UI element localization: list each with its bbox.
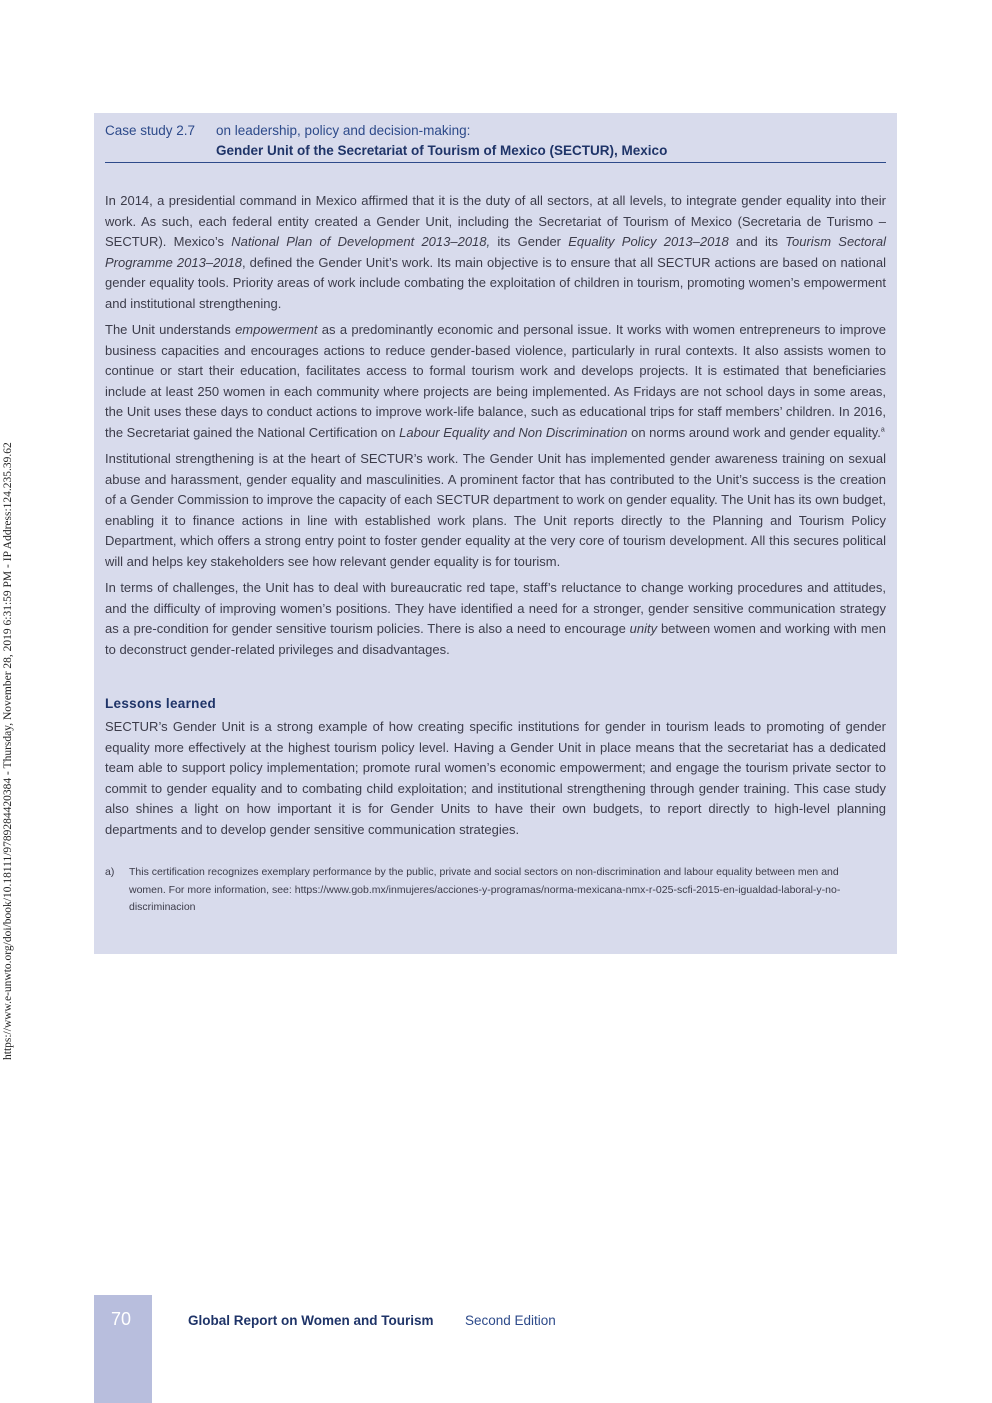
paragraph-challenges: [105, 578, 886, 660]
case-study-title: Gender Unit of the Secretariat of Tourism of Mexico (SECTUR), Mexico: [216, 143, 668, 158]
footnote-text: This certification recognizes exemplary performance by the public, private and social sectors on non-discrimination and labour equality between men and women. For more information, see: https://www.gob.mx/inmujeres/acciones-y-programas/norma-mexicana-nmx-r-025-scfi-2015-en-igualdad-laboral-y-no-discriminacion: [129, 866, 841, 913]
text-run-italic: Labour Equality and Non Discrimination: [399, 424, 628, 440]
text-run-italic: Equality Policy 2013–2018: [568, 234, 729, 249]
text-run: In terms of challenges, the Unit has to deal with bureaucratic red tape, staff’s reluctance to change working procedures and attitudes, and the difficulty of improving women’s positions. They have identified a need for a stronger, gender sensitive communication strategy as a pre-condition for gender sensitive tourism policies. There is also a need to encourage: [105, 580, 886, 636]
paragraph-institutional: Institutional strengthening is at the heart of SECTUR’s work. The Gender Unit has implemented gender awareness training on sexual abuse and harassment, gender equality and masculinities. A prominent factor that has contributed to the Unit’s success is the creation of a Gender Commission to improve the capacity of each SECTUR department to work on gender equality. The Unit has its own budget, enabling it to finance actions in line with established work plans. The Unit reports directly to the Planning and Tourism Policy Department, which offers a strong entry point to foster gender equality at the very core of tourism development. All this secures political will and helps key stakeholders see how relevant gender equality is for tourism.: [105, 451, 886, 569]
lessons-heading: Lessons learned: [105, 696, 217, 711]
text-run: In 2014, a presidential command in Mexico affirmed that it is the duty of all sectors, at all levels, to integrate gender equality into their work. As such, each federal entity created a Gender Unit, including the Secretariat of Tourism of Mexico (Secretaria de Turismo – SECTUR). Mexico’s: [105, 193, 886, 249]
text-run: between women and working with men to deconstruct gender-related privileges and disadvantages.: [105, 621, 887, 657]
footer-edition: Second Edition: [465, 1313, 556, 1328]
paragraph-empowerment: [105, 320, 886, 443]
case-study-body: [105, 191, 886, 660]
text-run: its Gender: [490, 234, 569, 249]
text-run-italic: unity: [629, 621, 658, 636]
footer-report-title: Global Report on Women and Tourism: [188, 1313, 434, 1328]
text-run: as a predominantly economic and personal issue. It works with women entrepreneurs to improve business capacities and encourages actions to reduce gender-based violence, particularly in rural contexts. It also assists women to continue or start their education, facilitates access to formal tourism work and develops projects. It is estimated that beneficiaries include at least 250 women in each community where projects are being implemented. As Fridays are not school days in some areas, the Unit uses these days to conduct actions to improve work-life balance, such as educational trips for staff members’ children. In 2016, the Secretariat gained the National Certification on: [105, 322, 886, 440]
title-divider: [105, 162, 886, 163]
footnote-mark: a): [105, 866, 115, 878]
lessons-paragraph: SECTUR’s Gender Unit is a strong example of how creating specific institutions for gender in tourism leads to promoting of gender equality more effectively at the highest tourism policy level. Having a Gender Unit in place means that the secretariat has a dedicated team able to support policy implementation; promote rural women’s economic empowerment; and engage the tourism private sector to commit to gender equality and to combating child exploitation; and institutional strengthening through gender training. This case study also shines a light on how important it is for Gender Units to have their own budgets, to report directly to high-level planning departments and to develop gender sensitive communication strategies.: [105, 719, 886, 837]
download-stamp: https://www.e-unwto.org/doi/book/10.18111/9789284420384 - Thursday, November 28, 2019 6:31:59 PM - IP Address:124.235.39.62: [2, 442, 14, 1060]
text-run-italic: National Plan of Development 2013–2018,: [231, 234, 491, 249]
footnote-reference[interactable]: a: [880, 426, 885, 434]
page-number: 70: [111, 1309, 132, 1329]
case-study-subject: on leadership, policy and decision-making:: [216, 123, 471, 138]
text-run: on norms around work and gender equality.: [627, 424, 881, 440]
text-run-italic: empowerment: [235, 322, 318, 337]
case-study-box: [94, 113, 897, 954]
paragraph-intro: [105, 191, 886, 314]
text-run: , defined the Gender Unit’s work. Its main objective is to ensure that all SECTUR actions are based on national gender equality tools. Priority areas of work include combating the exploitation of children in tourism, promoting women’s empowerment and institutional strengthening.: [105, 254, 887, 311]
lessons-body: [105, 717, 886, 840]
page-number-tab: [94, 1295, 152, 1403]
text-run: and its: [728, 234, 786, 249]
case-study-number: Case study 2.7: [105, 123, 196, 138]
text-run-italic: Tourism Sectoral Programme 2013–2018: [105, 234, 886, 270]
case-study-header: [105, 123, 886, 138]
text-run: The Unit understands: [105, 322, 236, 337]
footnote: [105, 864, 886, 917]
